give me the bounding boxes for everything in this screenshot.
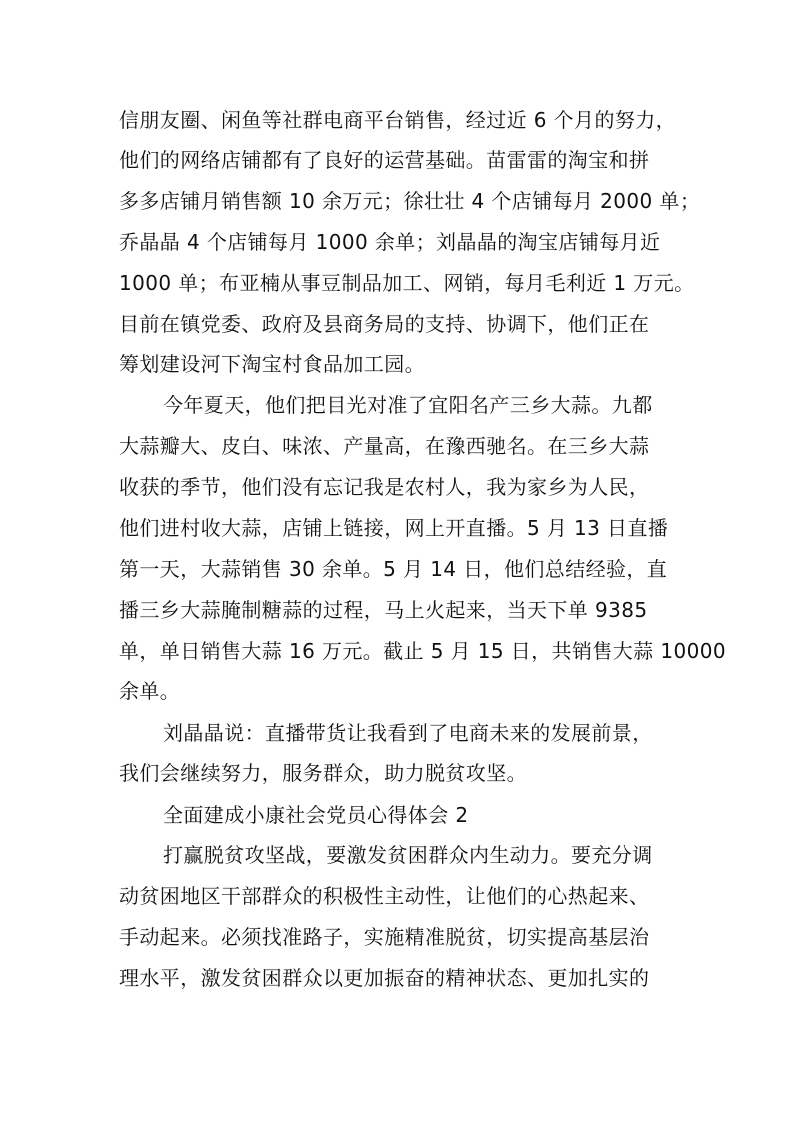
paragraph-start-line: 打赢脱贫攻坚战，要激发贫困群众内生动力。要充分调 [163,843,653,867]
body-text-line: 多多店铺月销售额 10 余万元；徐壮壮 4 个店铺每月 2000 单； [119,189,701,213]
body-text-line: 1000 单；布亚楠从事豆制品加工、网销，每月毛利近 1 万元。 [119,271,695,295]
body-text-line: 余单。 [119,679,181,703]
body-text-line: 信朋友圈、闲鱼等社群电商平台销售，经过近 6 个月的努力， [119,108,677,132]
body-text-line: 播三乡大蒜腌制糖蒜的过程，马上火起来，当天下单 9385 [119,598,648,622]
body-text-line: 他们进村收大蒜，店铺上链接，网上开直播。5 月 13 日直播 [119,516,669,540]
body-text-line: 收获的季节，他们没有忘记我是农村人，我为家乡为人民， [119,475,650,499]
body-text-line: 大蒜瓣大、皮白、味浓、产量高，在豫西驰名。在三乡大蒜 [119,434,650,458]
body-text-line: 他们的网络店铺都有了良好的运营基础。苗雷雷的淘宝和拼 [119,148,650,172]
section-heading: 全面建成小康社会党员心得体会 2 [163,803,469,827]
paragraph-start-line: 今年夏天，他们把目光对准了宜阳名产三乡大蒜。九都 [163,393,653,417]
body-text-line: 手动起来。必须找准路子，实施精准脱贫，切实提高基层治 [119,925,650,949]
body-text-line: 我们会继续努力，服务群众，助力脱贫攻坚。 [119,761,527,785]
body-text-line: 单，单日销售大蒜 16 万元。截止 5 月 15 日，共销售大蒜 10000 [119,639,726,663]
body-text-line: 第一天，大蒜销售 30 余单。5 月 14 日，他们总结经验，直 [119,557,668,581]
body-text-line: 目前在镇党委、政府及县商务局的支持、协调下，他们正在 [119,312,650,336]
paragraph-start-line: 刘晶晶说：直播带货让我看到了电商未来的发展前景， [163,721,653,745]
body-text-line: 动贫困地区干部群众的积极性主动性，让他们的心热起来、 [119,884,650,908]
body-text-line: 筹划建设河下淘宝村食品加工园。 [119,352,425,376]
body-text-line: 乔晶晶 4 个店铺每月 1000 余单；刘晶晶的淘宝店铺每月近 [119,230,661,254]
body-text-line: 理水平，激发贫困群众以更加振奋的精神状态、更加扎实的 [119,966,650,990]
